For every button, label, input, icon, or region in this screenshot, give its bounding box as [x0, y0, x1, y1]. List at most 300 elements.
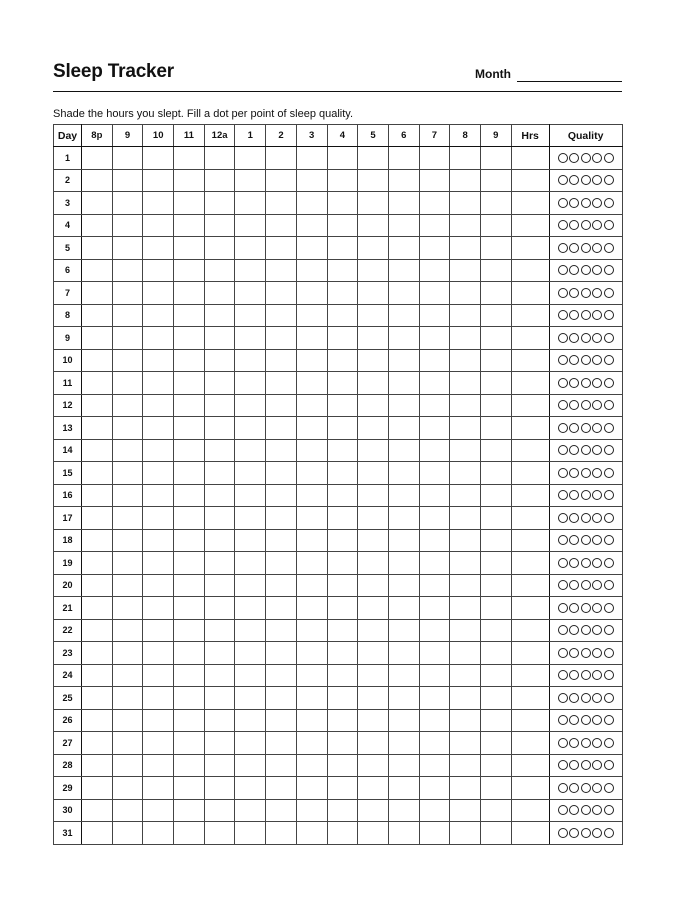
hour-cell[interactable] [266, 169, 297, 192]
quality-dot-icon[interactable] [569, 648, 579, 658]
hour-cell[interactable] [112, 237, 143, 260]
hrs-cell[interactable] [511, 709, 549, 732]
quality-dot-icon[interactable] [581, 243, 591, 253]
hour-cell[interactable] [388, 754, 419, 777]
hour-cell[interactable] [450, 237, 481, 260]
quality-dot-icon[interactable] [558, 625, 568, 635]
hour-cell[interactable] [388, 574, 419, 597]
hour-cell[interactable] [204, 169, 235, 192]
hour-cell[interactable] [358, 214, 389, 237]
quality-dot-icon[interactable] [569, 738, 579, 748]
hour-cell[interactable] [82, 192, 113, 215]
quality-dot-icon[interactable] [592, 558, 602, 568]
hour-cell[interactable] [112, 709, 143, 732]
quality-dot-icon[interactable] [581, 468, 591, 478]
quality-dot-icon[interactable] [558, 783, 568, 793]
hour-cell[interactable] [480, 417, 511, 440]
hour-cell[interactable] [296, 147, 327, 170]
hour-cell[interactable] [358, 597, 389, 620]
quality-dot-icon[interactable] [581, 738, 591, 748]
quality-dot-icon[interactable] [558, 243, 568, 253]
hour-cell[interactable] [266, 664, 297, 687]
hour-cell[interactable] [327, 552, 358, 575]
hour-cell[interactable] [450, 282, 481, 305]
quality-dot-icon[interactable] [581, 378, 591, 388]
quality-dot-icon[interactable] [581, 580, 591, 590]
quality-dot-icon[interactable] [569, 153, 579, 163]
hour-cell[interactable] [419, 529, 450, 552]
quality-dot-icon[interactable] [604, 805, 614, 815]
hour-cell[interactable] [480, 282, 511, 305]
hour-cell[interactable] [327, 777, 358, 800]
hour-cell[interactable] [266, 552, 297, 575]
quality-dot-icon[interactable] [581, 423, 591, 433]
quality-dot-icon[interactable] [569, 288, 579, 298]
hour-cell[interactable] [450, 327, 481, 350]
hour-cell[interactable] [327, 822, 358, 845]
quality-dot-icon[interactable] [592, 670, 602, 680]
hour-cell[interactable] [450, 597, 481, 620]
hour-cell[interactable] [235, 529, 266, 552]
quality-dot-icon[interactable] [558, 265, 568, 275]
hour-cell[interactable] [112, 687, 143, 710]
quality-dot-icon[interactable] [558, 400, 568, 410]
hour-cell[interactable] [82, 484, 113, 507]
hour-cell[interactable] [296, 529, 327, 552]
hour-cell[interactable] [82, 304, 113, 327]
hour-cell[interactable] [266, 642, 297, 665]
quality-dot-icon[interactable] [592, 715, 602, 725]
hour-cell[interactable] [327, 799, 358, 822]
quality-dot-icon[interactable] [604, 603, 614, 613]
hour-cell[interactable] [419, 147, 450, 170]
hour-cell[interactable] [112, 777, 143, 800]
hour-cell[interactable] [450, 754, 481, 777]
hour-cell[interactable] [450, 732, 481, 755]
hour-cell[interactable] [450, 192, 481, 215]
quality-dot-icon[interactable] [604, 625, 614, 635]
hour-cell[interactable] [450, 777, 481, 800]
hour-cell[interactable] [204, 507, 235, 530]
hour-cell[interactable] [204, 439, 235, 462]
hour-cell[interactable] [82, 574, 113, 597]
quality-dot-icon[interactable] [592, 468, 602, 478]
hour-cell[interactable] [266, 484, 297, 507]
hour-cell[interactable] [266, 304, 297, 327]
quality-dot-icon[interactable] [604, 378, 614, 388]
hour-cell[interactable] [480, 169, 511, 192]
hour-cell[interactable] [82, 462, 113, 485]
hrs-cell[interactable] [511, 799, 549, 822]
hour-cell[interactable] [296, 507, 327, 530]
hour-cell[interactable] [296, 394, 327, 417]
hour-cell[interactable] [82, 709, 113, 732]
hour-cell[interactable] [388, 349, 419, 372]
hour-cell[interactable] [388, 169, 419, 192]
hour-cell[interactable] [296, 214, 327, 237]
quality-dot-icon[interactable] [604, 198, 614, 208]
quality-dot-icon[interactable] [558, 468, 568, 478]
quality-dot-icon[interactable] [604, 445, 614, 455]
quality-dot-icon[interactable] [604, 265, 614, 275]
hour-cell[interactable] [296, 439, 327, 462]
hour-cell[interactable] [419, 552, 450, 575]
hour-cell[interactable] [450, 507, 481, 530]
hour-cell[interactable] [112, 282, 143, 305]
hour-cell[interactable] [296, 822, 327, 845]
hour-cell[interactable] [388, 439, 419, 462]
hour-cell[interactable] [143, 799, 174, 822]
hour-cell[interactable] [112, 259, 143, 282]
hour-cell[interactable] [327, 237, 358, 260]
hour-cell[interactable] [419, 822, 450, 845]
hour-cell[interactable] [112, 192, 143, 215]
hour-cell[interactable] [112, 349, 143, 372]
quality-dot-icon[interactable] [569, 243, 579, 253]
hour-cell[interactable] [480, 439, 511, 462]
hour-cell[interactable] [143, 327, 174, 350]
hour-cell[interactable] [419, 394, 450, 417]
hour-cell[interactable] [112, 507, 143, 530]
quality-dot-icon[interactable] [604, 783, 614, 793]
hour-cell[interactable] [235, 642, 266, 665]
quality-dot-icon[interactable] [604, 715, 614, 725]
hour-cell[interactable] [296, 664, 327, 687]
hour-cell[interactable] [388, 304, 419, 327]
hour-cell[interactable] [82, 147, 113, 170]
quality-dot-icon[interactable] [592, 490, 602, 500]
hour-cell[interactable] [450, 349, 481, 372]
hour-cell[interactable] [327, 439, 358, 462]
quality-dot-icon[interactable] [569, 603, 579, 613]
quality-dot-icon[interactable] [604, 288, 614, 298]
hour-cell[interactable] [327, 394, 358, 417]
hour-cell[interactable] [266, 619, 297, 642]
hour-cell[interactable] [174, 349, 205, 372]
hour-cell[interactable] [296, 237, 327, 260]
hour-cell[interactable] [204, 147, 235, 170]
hour-cell[interactable] [388, 709, 419, 732]
hour-cell[interactable] [235, 282, 266, 305]
hour-cell[interactable] [266, 327, 297, 350]
hour-cell[interactable] [419, 282, 450, 305]
hour-cell[interactable] [327, 147, 358, 170]
hour-cell[interactable] [143, 777, 174, 800]
hour-cell[interactable] [327, 754, 358, 777]
hour-cell[interactable] [143, 147, 174, 170]
hour-cell[interactable] [204, 417, 235, 440]
hour-cell[interactable] [204, 192, 235, 215]
hrs-cell[interactable] [511, 529, 549, 552]
hour-cell[interactable] [143, 372, 174, 395]
quality-dot-icon[interactable] [569, 513, 579, 523]
hour-cell[interactable] [266, 799, 297, 822]
quality-dot-icon[interactable] [581, 603, 591, 613]
hour-cell[interactable] [388, 417, 419, 440]
quality-dot-icon[interactable] [604, 243, 614, 253]
hour-cell[interactable] [143, 192, 174, 215]
quality-dot-icon[interactable] [581, 513, 591, 523]
hour-cell[interactable] [358, 484, 389, 507]
hour-cell[interactable] [450, 799, 481, 822]
quality-dot-icon[interactable] [558, 175, 568, 185]
quality-dot-icon[interactable] [569, 468, 579, 478]
hour-cell[interactable] [419, 349, 450, 372]
quality-dot-icon[interactable] [604, 648, 614, 658]
hour-cell[interactable] [296, 574, 327, 597]
quality-dot-icon[interactable] [581, 198, 591, 208]
hour-cell[interactable] [419, 709, 450, 732]
hour-cell[interactable] [450, 529, 481, 552]
quality-dot-icon[interactable] [558, 760, 568, 770]
hour-cell[interactable] [419, 304, 450, 327]
hour-cell[interactable] [327, 732, 358, 755]
hour-cell[interactable] [174, 394, 205, 417]
quality-dot-icon[interactable] [558, 423, 568, 433]
hour-cell[interactable] [174, 507, 205, 530]
hour-cell[interactable] [143, 169, 174, 192]
hour-cell[interactable] [143, 507, 174, 530]
quality-dot-icon[interactable] [604, 670, 614, 680]
hour-cell[interactable] [174, 417, 205, 440]
hour-cell[interactable] [112, 417, 143, 440]
hour-cell[interactable] [419, 169, 450, 192]
hour-cell[interactable] [204, 619, 235, 642]
hour-cell[interactable] [480, 777, 511, 800]
quality-dot-icon[interactable] [581, 558, 591, 568]
hrs-cell[interactable] [511, 687, 549, 710]
hour-cell[interactable] [174, 327, 205, 350]
hour-cell[interactable] [388, 327, 419, 350]
quality-dot-icon[interactable] [569, 783, 579, 793]
hour-cell[interactable] [143, 574, 174, 597]
hour-cell[interactable] [480, 372, 511, 395]
hour-cell[interactable] [480, 574, 511, 597]
quality-dot-icon[interactable] [604, 310, 614, 320]
quality-dot-icon[interactable] [592, 423, 602, 433]
hour-cell[interactable] [296, 259, 327, 282]
quality-dot-icon[interactable] [604, 558, 614, 568]
hour-cell[interactable] [296, 552, 327, 575]
hour-cell[interactable] [204, 754, 235, 777]
hour-cell[interactable] [204, 237, 235, 260]
quality-dot-icon[interactable] [592, 513, 602, 523]
hour-cell[interactable] [174, 777, 205, 800]
hour-cell[interactable] [296, 642, 327, 665]
hour-cell[interactable] [204, 304, 235, 327]
quality-dot-icon[interactable] [569, 670, 579, 680]
hour-cell[interactable] [143, 462, 174, 485]
hour-cell[interactable] [480, 687, 511, 710]
quality-dot-icon[interactable] [604, 693, 614, 703]
hour-cell[interactable] [112, 799, 143, 822]
hour-cell[interactable] [419, 777, 450, 800]
hour-cell[interactable] [388, 192, 419, 215]
hour-cell[interactable] [296, 484, 327, 507]
hour-cell[interactable] [419, 597, 450, 620]
hour-cell[interactable] [296, 619, 327, 642]
hour-cell[interactable] [419, 327, 450, 350]
quality-dot-icon[interactable] [581, 490, 591, 500]
hour-cell[interactable] [235, 484, 266, 507]
hour-cell[interactable] [358, 754, 389, 777]
hour-cell[interactable] [143, 687, 174, 710]
hour-cell[interactable] [419, 484, 450, 507]
quality-dot-icon[interactable] [592, 805, 602, 815]
hour-cell[interactable] [143, 439, 174, 462]
hour-cell[interactable] [266, 754, 297, 777]
hour-cell[interactable] [174, 259, 205, 282]
hour-cell[interactable] [143, 304, 174, 327]
hour-cell[interactable] [174, 304, 205, 327]
hour-cell[interactable] [82, 732, 113, 755]
quality-dot-icon[interactable] [558, 558, 568, 568]
hour-cell[interactable] [174, 214, 205, 237]
hour-cell[interactable] [143, 552, 174, 575]
hour-cell[interactable] [327, 664, 358, 687]
quality-dot-icon[interactable] [569, 693, 579, 703]
hour-cell[interactable] [480, 259, 511, 282]
hour-cell[interactable] [174, 282, 205, 305]
quality-dot-icon[interactable] [592, 648, 602, 658]
hour-cell[interactable] [112, 462, 143, 485]
hour-cell[interactable] [388, 732, 419, 755]
hour-cell[interactable] [480, 642, 511, 665]
hour-cell[interactable] [480, 147, 511, 170]
quality-dot-icon[interactable] [569, 760, 579, 770]
hour-cell[interactable] [480, 754, 511, 777]
hour-cell[interactable] [358, 282, 389, 305]
quality-dot-icon[interactable] [569, 558, 579, 568]
hrs-cell[interactable] [511, 484, 549, 507]
hour-cell[interactable] [266, 417, 297, 440]
hour-cell[interactable] [419, 372, 450, 395]
hour-cell[interactable] [480, 192, 511, 215]
quality-dot-icon[interactable] [569, 423, 579, 433]
hour-cell[interactable] [388, 619, 419, 642]
hour-cell[interactable] [450, 417, 481, 440]
hour-cell[interactable] [82, 327, 113, 350]
hour-cell[interactable] [174, 822, 205, 845]
hour-cell[interactable] [82, 394, 113, 417]
hour-cell[interactable] [235, 259, 266, 282]
hour-cell[interactable] [204, 529, 235, 552]
hour-cell[interactable] [480, 484, 511, 507]
quality-dot-icon[interactable] [558, 490, 568, 500]
hrs-cell[interactable] [511, 214, 549, 237]
quality-dot-icon[interactable] [569, 580, 579, 590]
hour-cell[interactable] [296, 709, 327, 732]
hour-cell[interactable] [296, 327, 327, 350]
quality-dot-icon[interactable] [592, 693, 602, 703]
hour-cell[interactable] [266, 507, 297, 530]
quality-dot-icon[interactable] [581, 805, 591, 815]
hour-cell[interactable] [112, 304, 143, 327]
hour-cell[interactable] [296, 304, 327, 327]
hrs-cell[interactable] [511, 304, 549, 327]
hour-cell[interactable] [204, 327, 235, 350]
hour-cell[interactable] [358, 192, 389, 215]
hour-cell[interactable] [235, 349, 266, 372]
quality-dot-icon[interactable] [592, 198, 602, 208]
hour-cell[interactable] [235, 754, 266, 777]
hour-cell[interactable] [388, 484, 419, 507]
hour-cell[interactable] [358, 349, 389, 372]
hour-cell[interactable] [266, 777, 297, 800]
quality-dot-icon[interactable] [569, 828, 579, 838]
quality-dot-icon[interactable] [581, 445, 591, 455]
hour-cell[interactable] [419, 507, 450, 530]
quality-dot-icon[interactable] [558, 603, 568, 613]
hour-cell[interactable] [174, 732, 205, 755]
hour-cell[interactable] [296, 462, 327, 485]
hrs-cell[interactable] [511, 777, 549, 800]
hour-cell[interactable] [235, 597, 266, 620]
hour-cell[interactable] [358, 507, 389, 530]
quality-dot-icon[interactable] [558, 648, 568, 658]
month-write-line[interactable] [517, 81, 622, 82]
hour-cell[interactable] [235, 709, 266, 732]
hour-cell[interactable] [358, 304, 389, 327]
quality-dot-icon[interactable] [604, 423, 614, 433]
quality-dot-icon[interactable] [558, 198, 568, 208]
hour-cell[interactable] [204, 259, 235, 282]
quality-dot-icon[interactable] [581, 288, 591, 298]
hour-cell[interactable] [174, 619, 205, 642]
hour-cell[interactable] [82, 664, 113, 687]
hour-cell[interactable] [204, 687, 235, 710]
hour-cell[interactable] [266, 214, 297, 237]
hrs-cell[interactable] [511, 822, 549, 845]
hour-cell[interactable] [450, 214, 481, 237]
hour-cell[interactable] [235, 462, 266, 485]
hour-cell[interactable] [235, 777, 266, 800]
quality-dot-icon[interactable] [604, 153, 614, 163]
hour-cell[interactable] [204, 574, 235, 597]
hour-cell[interactable] [204, 799, 235, 822]
quality-dot-icon[interactable] [592, 625, 602, 635]
quality-dot-icon[interactable] [558, 333, 568, 343]
hour-cell[interactable] [82, 597, 113, 620]
hour-cell[interactable] [388, 507, 419, 530]
hour-cell[interactable] [266, 597, 297, 620]
hour-cell[interactable] [174, 799, 205, 822]
hour-cell[interactable] [480, 709, 511, 732]
hour-cell[interactable] [480, 237, 511, 260]
hour-cell[interactable] [174, 687, 205, 710]
hour-cell[interactable] [112, 822, 143, 845]
quality-dot-icon[interactable] [581, 828, 591, 838]
hour-cell[interactable] [358, 372, 389, 395]
quality-dot-icon[interactable] [569, 445, 579, 455]
hour-cell[interactable] [327, 349, 358, 372]
hour-cell[interactable] [388, 822, 419, 845]
quality-dot-icon[interactable] [581, 693, 591, 703]
quality-dot-icon[interactable] [558, 670, 568, 680]
hour-cell[interactable] [143, 237, 174, 260]
hour-cell[interactable] [174, 709, 205, 732]
hour-cell[interactable] [266, 687, 297, 710]
quality-dot-icon[interactable] [569, 265, 579, 275]
hour-cell[interactable] [419, 619, 450, 642]
hour-cell[interactable] [419, 664, 450, 687]
hour-cell[interactable] [235, 732, 266, 755]
hour-cell[interactable] [112, 529, 143, 552]
hour-cell[interactable] [358, 642, 389, 665]
hour-cell[interactable] [480, 597, 511, 620]
quality-dot-icon[interactable] [569, 378, 579, 388]
quality-dot-icon[interactable] [604, 760, 614, 770]
